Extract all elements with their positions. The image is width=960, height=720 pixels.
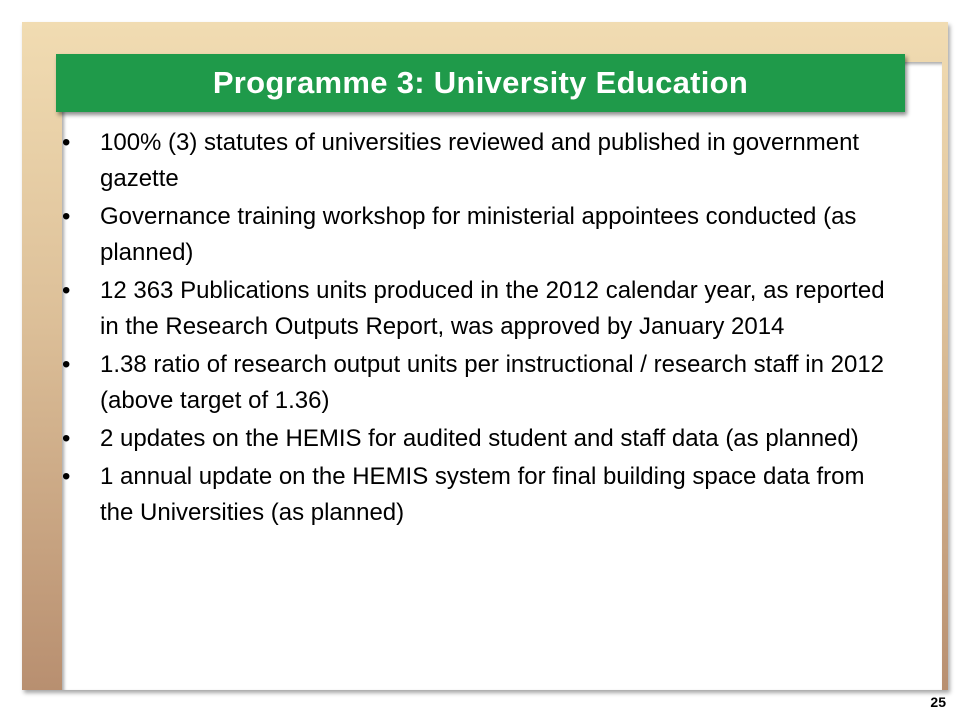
bullet-text: 1.38 ratio of research output units per instructional / research staff in 2012 (above target of 1.36) bbox=[100, 351, 885, 414]
slide-title: Programme 3: University Education bbox=[212, 65, 749, 100]
bullet-icon: • bbox=[62, 463, 71, 490]
bullet-text: 1 annual update on the HEMIS system for final building space data from the Universities (as planned) bbox=[100, 463, 865, 526]
bullet-item bbox=[60, 125, 895, 197]
bullet-list bbox=[60, 125, 895, 533]
bullet-text: 12 363 Publications units produced in the 2012 calendar year, as reported in the Research Outputs Report, was approved by January 2014 bbox=[100, 277, 885, 340]
page-number: 25 bbox=[930, 694, 946, 710]
bullet-icon: • bbox=[62, 129, 71, 156]
bullet-item bbox=[60, 459, 895, 531]
bullet-icon: • bbox=[62, 425, 71, 452]
bullet-icon: • bbox=[62, 203, 71, 230]
title-banner bbox=[56, 54, 905, 112]
bullet-icon: • bbox=[62, 351, 71, 378]
bullet-item bbox=[60, 421, 895, 457]
bullet-text: 2 updates on the HEMIS for audited student and staff data (as planned) bbox=[100, 425, 859, 452]
bullet-text: Governance training workshop for ministerial appointees conducted (as planned) bbox=[100, 203, 857, 266]
bullet-item bbox=[60, 347, 895, 419]
bullet-item bbox=[60, 273, 895, 345]
bullet-item bbox=[60, 199, 895, 271]
bullet-icon: • bbox=[62, 277, 71, 304]
bullet-text: 100% (3) statutes of universities reviewed and published in government gazette bbox=[100, 129, 860, 192]
